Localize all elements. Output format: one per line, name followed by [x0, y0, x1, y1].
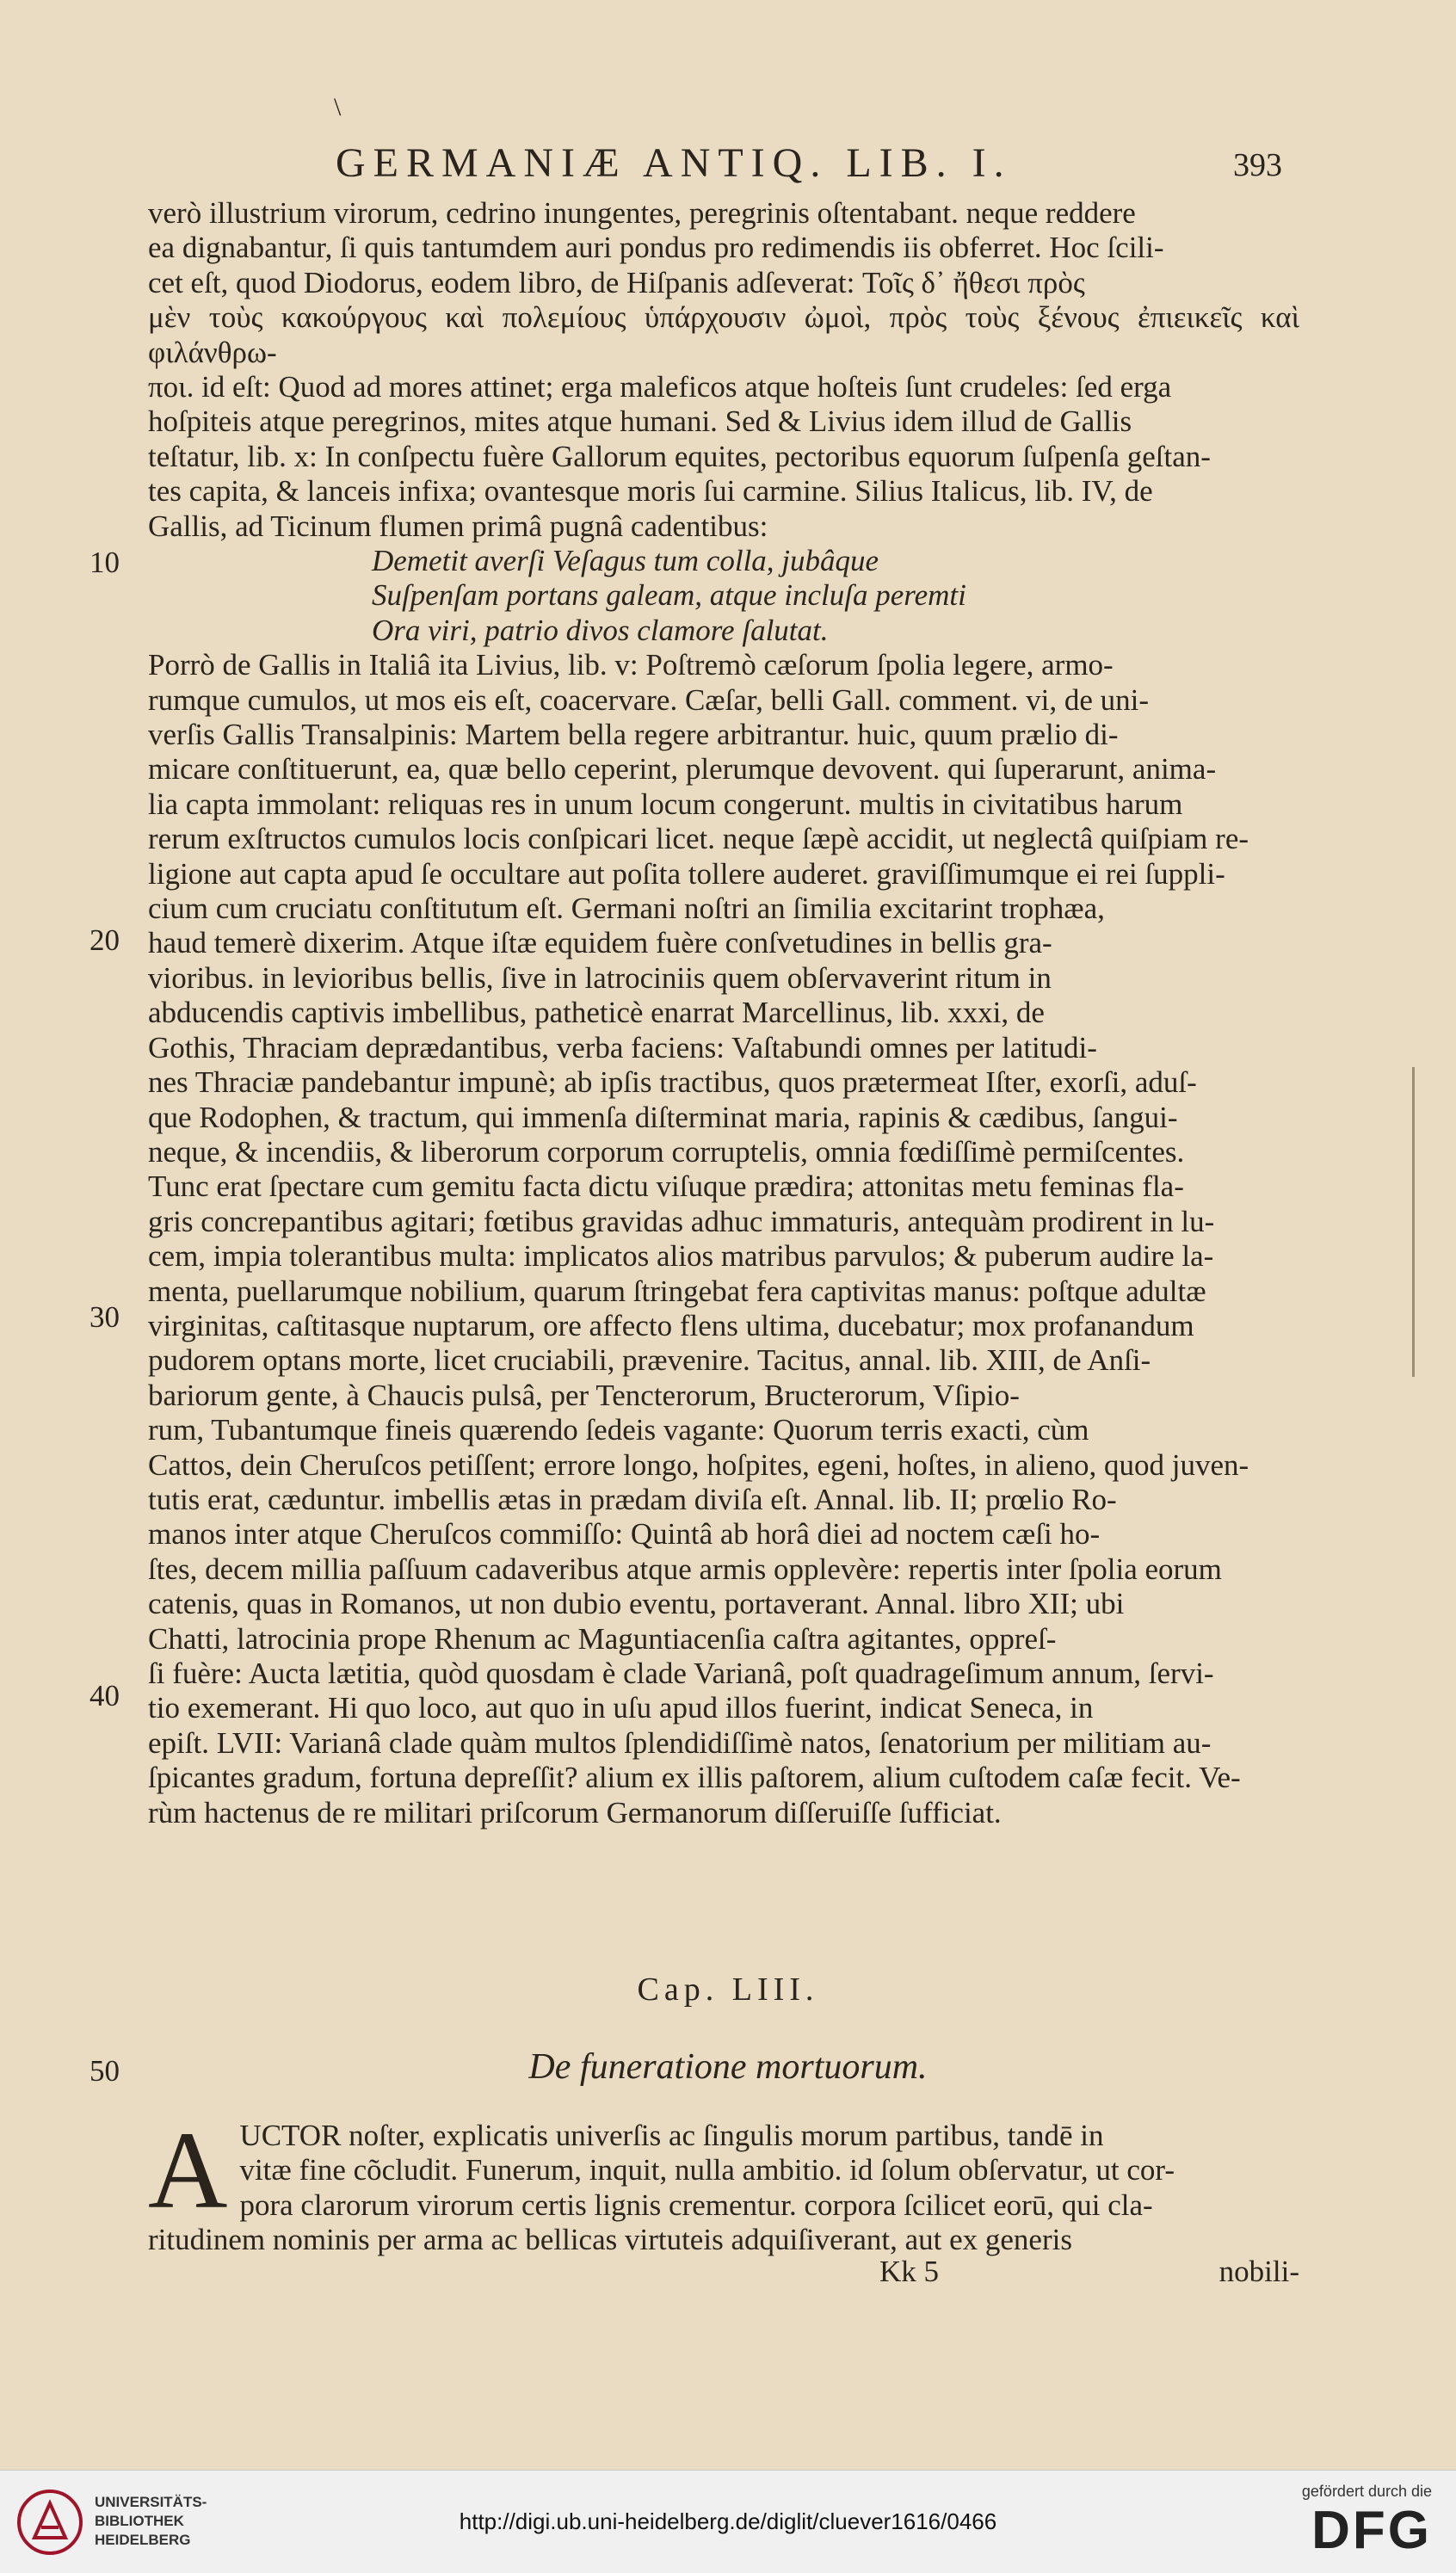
text-line: que Rodophen, & tractum, qui immenſa diſterminat maria, rapinis & cædibus, ſangui- — [148, 1100, 1178, 1134]
text-line: ſi fuère: Aucta lætitia, quòd quosdam è clade Varianâ, poſt quadrageſimum annum, ſervi- — [148, 1657, 1214, 1691]
verse-line: Demetit averſi Veſagus tum colla, jubâque — [372, 544, 879, 578]
line-number: 10 — [89, 546, 120, 579]
viewer-footer — [0, 2470, 1456, 2573]
text-line: vitæ fine cõcludit. Funerum, inquit, nulla ambitio. id ſolum obſervatur, ut cor- — [239, 2153, 1175, 2187]
text-line: μὲν τοὺς κακούργους καὶ πολεμίους ὑπάρχουσιν ὠμοὶ, πρὸς τοὺς ξένους ἐπιεικεῖς καὶ φιλάνθρω- — [148, 300, 1299, 369]
text-line: bariorum gente, à Chaucis pulsâ, per Tencterorum, Bructerorum, Vſipio- — [148, 1378, 1020, 1412]
text-line: cem, impia tolerantibus multa: implicatos alios matribus parvulos; & puberum audire la- — [148, 1239, 1214, 1274]
text-line: tutis erat, cæduntur. imbellis ætas in prædam diviſa eſt. Annal. lib. II; prœlio Ro- — [148, 1482, 1117, 1516]
text-line: rumque cumulos, ut mos eis eſt, coacervare. Cæſar, belli Gall. comment. vi, de uni- — [148, 682, 1150, 717]
chapter-opening — [148, 2109, 1299, 2258]
text-line: rerum exſtructos cumulos locis conſpicari licet. neque ſæpè accidit, ut neglectâ quiſpiam re- — [148, 822, 1249, 856]
line-number: 40 — [89, 1679, 120, 1712]
text-line: ritudinem nominis per arma ac bellicas virtuteis adquiſiverant, aut ex generis — [148, 2223, 1072, 2257]
text-line: pudorem optans morte, licet cruciabili, prævenire. Tacitus, annal. lib. XIII, de Anſi- — [148, 1343, 1151, 1378]
text-line: teſtatur, lib. x: In conſpectu fuère Gallorum equites, pectoribus equorum ſuſpenſa geſtan- — [148, 439, 1211, 473]
text-line: haud temerè dixerim. Atque iſtæ equidem fuère conſvetudines in bellis gra- — [148, 926, 1052, 960]
text-line: neque, & incendiis, & liberorum corporum corruptelis, omnia fœdiſſimè permiſcentes. — [148, 1134, 1185, 1169]
verse-quotation — [148, 544, 1299, 648]
text-line: Tunc erat ſpectare cum gemitu facta dictu viſuque prædira; attonitas metu feminas fla- — [148, 1169, 1184, 1204]
text-line: tio exemerant. Hi quo loco, aut quo in uſu apud illos fuerint, indicat Seneca, in — [148, 1691, 1094, 1725]
text-line: Gallis, ad Ticinum flumen primâ pugnâ cadentibus: — [148, 509, 768, 543]
text-line: lia capta immolant: reliquas res in unum locum congerunt. multis in civitatibus harum — [148, 787, 1183, 821]
text-line: ſpicantes gradum, fortuna depreſſit? alium ex illis paſtorem, alium cuſtodem caſæ fecit. Ve- — [148, 1761, 1241, 1795]
text-line: Porrò de Gallis in Italiâ ita Livius, lib. v: Poſtremò cæſorum ſpolia legere, armo- — [148, 648, 1114, 682]
chapter-subtitle: De funeratione mortuorum. — [528, 2047, 928, 2087]
library-name-line: HEIDELBERG — [95, 2532, 191, 2548]
text-line: Gothis, Thraciam deprædantibus, verba faciens: Vaſtabundi omnes per latitudi- — [148, 1030, 1097, 1064]
permalink-url[interactable]: http://digi.ub.uni-heidelberg.de/diglit/cluever1616/0466 — [459, 2508, 997, 2534]
text-line: ea dignabantur, ſi quis tantumdem auri pondus pro redimendis iis obferret. Hoc ſcili- — [148, 231, 1164, 265]
text-line: ποι. id eſt: Quod ad mores attinet; erga maleficos atque hoſteis ſunt crudeles: ſed erga — [148, 370, 1172, 404]
funding-label: gefördert durch die — [1301, 2483, 1432, 2500]
chapter-heading: Cap. LIII. — [637, 1971, 819, 2008]
text-line: micare conſtituerunt, ea, quæ bello ceperint, plerumque devovent. qui ſuperarunt, anima- — [148, 752, 1217, 787]
text-line: verò illustrium virorum, cedrino inungentes, peregrinis oſtentabant. neque reddere — [148, 196, 1136, 230]
text-line: vioribus. in levioribus bellis, ſive in latrociniis quem obſervaverint ritum in — [148, 960, 1052, 995]
line-number: 50 — [89, 2054, 120, 2088]
text-line: tes capita, & lanceis infixa; ovantesque moris ſui carmine. Silius Italicus, lib. IV, de — [148, 474, 1153, 509]
text-line: verſis Gallis Transalpinis: Martem bella regere arbitrantur. huic, quum prælio di- — [148, 718, 1119, 752]
catchword: nobili- — [1218, 2255, 1299, 2288]
drop-cap: A — [148, 2109, 228, 2231]
text-line: epiſt. LVII: Varianâ clade quàm multos ſplendidiſſimè natos, ſenatorium per militiam au- — [148, 1725, 1212, 1760]
text-line: ligione aut capta apud ſe occultare aut poſita tollere auderet. graviſſimumque ei rei ſuppli- — [148, 856, 1225, 891]
text-line: catenis, quas in Romanos, ut non dubio eventu, portaverant. Annal. libro XII; ubi — [148, 1587, 1125, 1621]
text-line: nes Thraciæ pandebantur impunè; ab ipſis tractibus, quos prætermeat Iſter, exorſi, aduſ- — [148, 1065, 1197, 1100]
line-number: 30 — [89, 1300, 120, 1334]
page-foot — [148, 2255, 1299, 2292]
text-line: ſtes, decem millia paſſuum cadaveribus atque armis opplevère: repertis inter ſpolia eorum — [148, 1552, 1222, 1586]
margin-mark: \ — [334, 93, 342, 121]
text-line: UCTOR noſter, explicatis univerſis ac ſingulis morum partibus, tandē in — [239, 2119, 1104, 2152]
text-line: hoſpiteis atque peregrinos, mites atque humani. Sed & Livius idem illud de Gallis — [148, 404, 1132, 439]
text-line: virginitas, caſtitasque nuptarum, ore affecto flens ultima, ducebatur; mox profanandum — [148, 1308, 1194, 1342]
page-edge-stain — [1412, 1067, 1430, 1377]
funding-credit[interactable] — [1260, 2483, 1432, 2561]
text-line: cet eſt, quod Diodorus, eodem libro, de Hiſpanis adſeverat: Τοῖς δ᾽ ἤθεσι πρὸς — [148, 265, 1085, 299]
text-line: gris concrepantibus agitari; fœtibus gravidas adhuc immaturis, antequàm prodirent in lu- — [148, 1204, 1215, 1238]
page-number: 393 — [1233, 147, 1282, 183]
text-line: cium cum cruciatu conſtitutum eſt. Germani noſtri an ſimilia excitarint trophæa, — [148, 892, 1105, 926]
main-text — [148, 196, 1299, 1830]
text-line: manos inter atque Cheruſcos commiſſo: Quintâ ab horâ diei ad noctem cæſi ho- — [148, 1517, 1101, 1552]
verse-line: Suſpenſam portans galeam, atque incluſa peremti — [372, 578, 966, 613]
text-line: pora clarorum virorum certis lignis crementur. corpora ſcilicet eorū, qui cla- — [239, 2187, 1153, 2222]
running-head — [318, 139, 1282, 191]
running-title: GERMANIÆ ANTIQ. LIB. I. — [336, 140, 1012, 186]
verse-line: Ora viri, patrio divos clamore ſalutat. — [372, 613, 829, 647]
text-line: Cattos, dein Cheruſcos petiſſent; errore longo, hoſpites, egeni, hoſtes, in alieno, quod juven- — [148, 1447, 1249, 1482]
text-line: menta, puellarumque nobilium, quarum ſtringebat fera captivitas manus: poſtque adultæ — [148, 1274, 1206, 1308]
text-line: abducendis captivis imbellibus, patheticè enarrat Marcellinus, lib. xxxi, de — [148, 996, 1045, 1030]
library-name-line: BIBLIOTHEK — [95, 2513, 184, 2529]
text-line: Chatti, latrocinia prope Rhenum ac Maguntiacenſia caſtra agitantes, oppreſ- — [148, 1621, 1057, 1656]
signature-mark: Kk 5 — [879, 2255, 940, 2288]
dfg-logo: DFG — [1311, 2501, 1432, 2560]
library-name-line: UNIVERSITÄTS- — [95, 2494, 207, 2510]
line-number: 20 — [89, 923, 120, 957]
text-line: rùm hactenus de re militari priſcorum Germanorum diſſeruiſſe ſufficiat. — [148, 1795, 1002, 1829]
text-line: rum, Tubantumque fineis quærendo ſedeis vagante: Quorum terris exacti, cùm — [148, 1413, 1089, 1447]
